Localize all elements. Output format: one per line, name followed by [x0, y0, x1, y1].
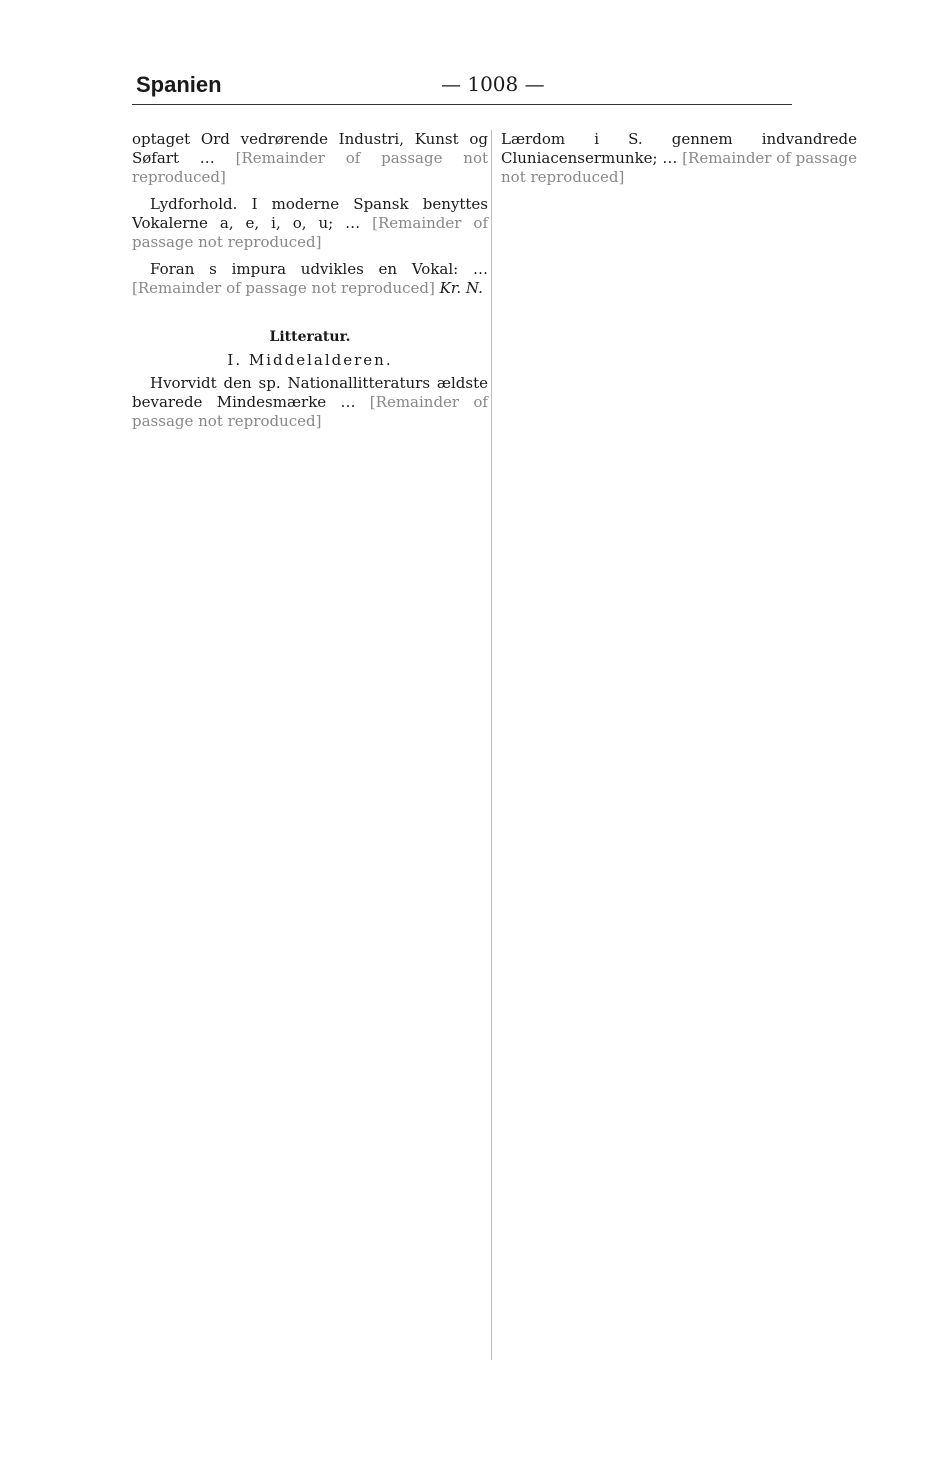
section-heading: Litteratur.	[269, 329, 351, 345]
signature: Kr. N.	[439, 279, 483, 297]
page-title: Spanien	[136, 72, 222, 97]
right-para-1-opening: Lærdom i S. gennem indvandrede Cluniacensermunke;	[501, 130, 857, 167]
left-para-4-opening: Hvorvidt den sp. Nationallitteraturs ældste bevarede Mindesmærke	[132, 374, 488, 411]
right-column	[501, 130, 857, 195]
left-para-1: optaget Ord vedrørende Industri, Kunst og Søfart … [Remainder of passage not reproduced]	[132, 130, 489, 186]
page-header	[136, 72, 788, 102]
elision-note: [Remainder of passage not reproduced]	[501, 149, 857, 186]
elision-note: [Remainder of passage not reproduced]	[132, 149, 489, 186]
elision-note: [Remainder of passage not reproduced]	[132, 393, 488, 430]
left-para-3: Foran s impura udvikles en Vokal: … [Remainder of passage not reproduced] Kr. N.	[132, 260, 488, 297]
elision-note: [Remainder of passage not reproduced]	[132, 279, 435, 297]
left-para-2-opening: Lydforhold. I moderne Spansk benyttes Vokalerne a, e, i, o, u;	[132, 195, 488, 232]
page-number: — 1008 —	[441, 72, 545, 96]
left-para-4: Hvorvidt den sp. Nationallitteraturs ældste bevarede Mindesmærke … [Remainder of passage not reproduced]	[132, 374, 488, 430]
left-para-1-opening: optaget Ord vedrørende Industri, Kunst og Søfart	[132, 130, 488, 167]
left-column	[132, 130, 488, 439]
left-para-3-opening: Foran s impura udvikles en Vokal:	[150, 260, 459, 278]
elision-note: [Remainder of passage not reproduced]	[132, 214, 488, 251]
subsection-heading: I. Middelalderen.	[227, 351, 393, 369]
header-rule	[132, 104, 792, 105]
column-divider	[491, 130, 492, 1360]
left-para-2: Lydforhold. I moderne Spansk benyttes Vokalerne a, e, i, o, u; … [Remainder of passage not reproduced]	[132, 195, 488, 251]
right-para-1: Lærdom i S. gennem indvandrede Cluniacensermunke; … [Remainder of passage not reproduced]	[501, 130, 857, 186]
